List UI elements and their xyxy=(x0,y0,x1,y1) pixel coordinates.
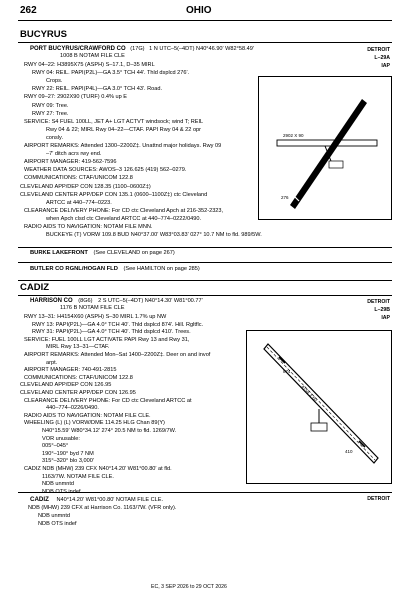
detail-line: AIRPORT MANAGER: 419-562-7596 xyxy=(24,159,117,166)
detail-line: BUCKEYE (T) VORW 109.8 BUD N40°37.00′ W83°03.83′ 027° 10.7 NM to fld. 989/5W. xyxy=(46,232,262,239)
detail-line: COMMUNICATIONS: CTAF/UNICOM 122.8 xyxy=(24,175,133,182)
city-rule xyxy=(18,42,392,43)
chart-refs-bucyrus xyxy=(367,48,390,73)
detail-line: when Apch clsd ctc Cleveland ARTCC at 440–774–0222/0490. xyxy=(46,215,202,222)
detail-line: CLEARANCE DELIVERY PHONE: For CD ctc Cleveland Apch at 216-352-2323, xyxy=(24,207,224,214)
detail-line: Crops. xyxy=(46,78,63,85)
ref-see: (See HAMILTON on page 285) xyxy=(123,266,200,272)
airport-name: PORT BUCYRUS/CRAWFORD CO xyxy=(30,46,126,52)
detail-line: consly. xyxy=(46,134,63,141)
sub-info: N40°14.20′ W81°00.80′ NOTAM FILE CLE. xyxy=(56,497,164,503)
detail-line: SERVICE: FUEL 100LL LGT ACTIVATE PAPI Rwy 13 and Rwy 31, xyxy=(24,336,190,343)
airport-id: (17G) xyxy=(130,46,145,52)
ref-entry-butler xyxy=(30,267,200,273)
detail-line: CADIZ NDB (MHW) 239 CFX N40°14.20′ W81°00.80′ at fld. xyxy=(24,466,172,472)
section-rule xyxy=(18,492,392,493)
ref-see: (See CLEVELAND on page 267) xyxy=(93,250,175,256)
detail-line: 315°–320° blo 3,000′ xyxy=(42,458,94,465)
airport-elevation: 1176 B NOTAM FILE CLE xyxy=(60,305,125,311)
sectional-ref: DETROIT xyxy=(367,47,390,53)
detail-line: AIRPORT REMARKS: Attended 1300–2200Z‡. Unattnd major holidays. Rwy 09 xyxy=(24,143,222,149)
ref-entry-burke xyxy=(30,251,175,257)
apron xyxy=(329,161,343,168)
detail-line: NDB OTS indef xyxy=(38,521,77,527)
iap-ref: IAP xyxy=(381,315,390,322)
airport-diagram-harrison xyxy=(246,330,392,484)
detail-line: 440–774–0226/0490. xyxy=(46,405,99,412)
section-rule xyxy=(18,280,392,281)
detail-line: RWY 04–22: H3895X75 (ASPH) S–17.1, D–35 MIRL xyxy=(24,62,155,68)
header-rule xyxy=(18,20,392,21)
airport-heading-harrison xyxy=(30,298,203,305)
chart-refs-harrison xyxy=(367,300,390,325)
runway-09-27 xyxy=(277,140,377,146)
detail-line: WHEELING (L) (L) VORW/DME 114.25 HLG Chan 89(Y) xyxy=(24,420,165,427)
detail-line: RWY 13: PAPI(P2L)—GA 4.0° TCH 40′. Thld dsplcd 874′. Hill. Rgltflc. xyxy=(32,321,204,328)
detail-line: COMMUNICATIONS: CTAF/UNICOM 122.8 xyxy=(24,374,133,381)
detail-line: N40°15.59′ W80°34.12′ 274° 20.5 NM to fld. 1269/7W. xyxy=(42,428,177,434)
detail-line: SERVICE: S4 FUEL 100LL, JET A+ LGT ACTVT windsock; wind T; REIL xyxy=(24,118,204,125)
detail-line: arpt. xyxy=(46,359,58,366)
effective-dates-footer: EC, 3 SEP 2026 to 29 OCT 2026 xyxy=(151,584,227,590)
detail-line: CLEVELAND CENTER APP/DEP CON 126.95 xyxy=(20,390,136,396)
apron xyxy=(311,423,327,431)
detail-line: RWY 04: REIL. PAPI(P2L)—GA 3.5° TCH 44′. Thld dsplcd 276′. xyxy=(32,70,190,77)
section-rule xyxy=(18,247,392,248)
detail-line: NDB (MHW) 239 CFX at Harrison Co. 1163/7W. (VFR only). xyxy=(28,505,177,511)
sub-right-ref: DETROIT xyxy=(367,496,390,502)
airport-info: 2 S UTC–5(–4DT) N40°14.30′ W81°00.77′ xyxy=(98,298,203,304)
sectional-ref: DETROIT xyxy=(367,299,390,305)
detail-line: CLEVELAND APP/DEP CON 126.95 xyxy=(20,382,112,389)
airport-info: 1 N UTC–5(–4DT) N40°46.90′ W82°58.49′ xyxy=(149,46,254,52)
airport-heading-bucyrus xyxy=(30,46,254,53)
detail-line: RADIO AIDS TO NAVIGATION: NOTAM FILE MNN. xyxy=(24,224,153,230)
enroute-ref: L–29A xyxy=(374,55,390,62)
detail-line: RWY 22: REIL. PAPI(P4L)—GA 3.0° TCH 43′. Road. xyxy=(32,86,163,93)
detail-line: –7′ ditch acrs rwy end. xyxy=(46,151,102,158)
displaced-threshold-label-31: 410 xyxy=(345,449,353,454)
runway-13-31-label: 4154 X 60 xyxy=(300,384,319,403)
airport-name: HARRISON CO xyxy=(30,298,73,304)
detail-line: NDB unmntd xyxy=(42,481,75,488)
detail-line: RWY 31: PAPI(P2L)—GA 4.0° TCH 40′. Thld dsplcd 410′. Trees. xyxy=(32,329,191,336)
city-rule xyxy=(18,295,392,296)
detail-line: CLEVELAND APP/DEP CON 128.35 (1100–0600Z‡) xyxy=(20,183,151,190)
page-number: 262 xyxy=(20,5,37,16)
ref-name: BURKE LAKEFRONT xyxy=(30,250,88,256)
section-rule xyxy=(18,262,392,263)
detail-line: NDB unmntd xyxy=(38,513,71,519)
runway-diagram-svg xyxy=(247,331,391,483)
detail-line: RWY 09: Tree. xyxy=(32,102,69,109)
city-heading-bucyrus: BUCYRUS xyxy=(20,29,67,40)
detail-line: Rwy 04 & 22; MIRL Rwy 04–22—CTAF. PAPI Rwy 04 & 22 opr xyxy=(46,126,202,133)
detail-line: MIRL Rwy 13–31—CTAF. xyxy=(46,344,110,351)
detail-line: RADIO AIDS TO NAVIGATION: NOTAM FILE CLE. xyxy=(24,412,151,419)
sub-entry-cadiz xyxy=(30,497,163,504)
detail-line: RWY 27: Tree. xyxy=(32,110,69,117)
detail-line: ARTCC at 440–774–0223. xyxy=(46,199,112,206)
detail-line: CLEARANCE DELIVERY PHONE: For CD ctc Cleveland ARTCC at xyxy=(24,397,192,404)
ref-name: BUTLER CO RGNL/HOGAN FLD xyxy=(30,266,118,272)
runway-diagram-svg xyxy=(259,77,391,219)
runway-09-27-label: 2902 X 90 xyxy=(283,133,304,138)
detail-line: AIRPORT MANAGER: 740-491-2815 xyxy=(24,367,117,374)
displaced-threshold-label: 276 xyxy=(281,195,289,200)
iap-ref: IAP xyxy=(381,63,390,70)
detail-line: RWY 13–31: H4154X60 (ASPH) S–30 MIRL 1.7% up NW xyxy=(24,314,167,320)
sub-city-name: CADIZ xyxy=(30,496,49,503)
runway-04-22-label: 3895 X 75 xyxy=(343,109,360,130)
enroute-ref: L–29B xyxy=(374,307,390,314)
displaced-threshold-label-13: 874 xyxy=(283,369,291,374)
detail-line: 005°–045° xyxy=(42,443,69,450)
city-heading-cadiz: CADIZ xyxy=(20,282,50,293)
detail-line: RWY 09–27: 2902X90 (TURF) 0.4% up E xyxy=(24,94,128,101)
airport-diagram-bucyrus xyxy=(258,76,392,220)
detail-line: AIRPORT REMARKS: Attended Mon–Sat 1400–2200Z‡. Deer on and invof xyxy=(24,352,211,358)
detail-line: 190°–190° byd 7 NM xyxy=(42,450,94,457)
state-heading: OHIO xyxy=(186,5,212,16)
detail-line: VOR unusable: xyxy=(42,435,80,442)
airport-id: (8G6) xyxy=(78,298,93,304)
detail-line: 1163/7W. NOTAM FILE CLE. xyxy=(42,473,114,480)
detail-line: WEATHER DATA SOURCES: AWOS–3 126.625 (419) 562–0279. xyxy=(24,167,187,174)
airport-elevation: 1008 B NOTAM FILE CLE xyxy=(60,53,125,59)
detail-line: CLEVELAND CENTER APP/DEP CON 135.1 (0600–1100Z‡) ctc Cleveland xyxy=(20,191,208,198)
